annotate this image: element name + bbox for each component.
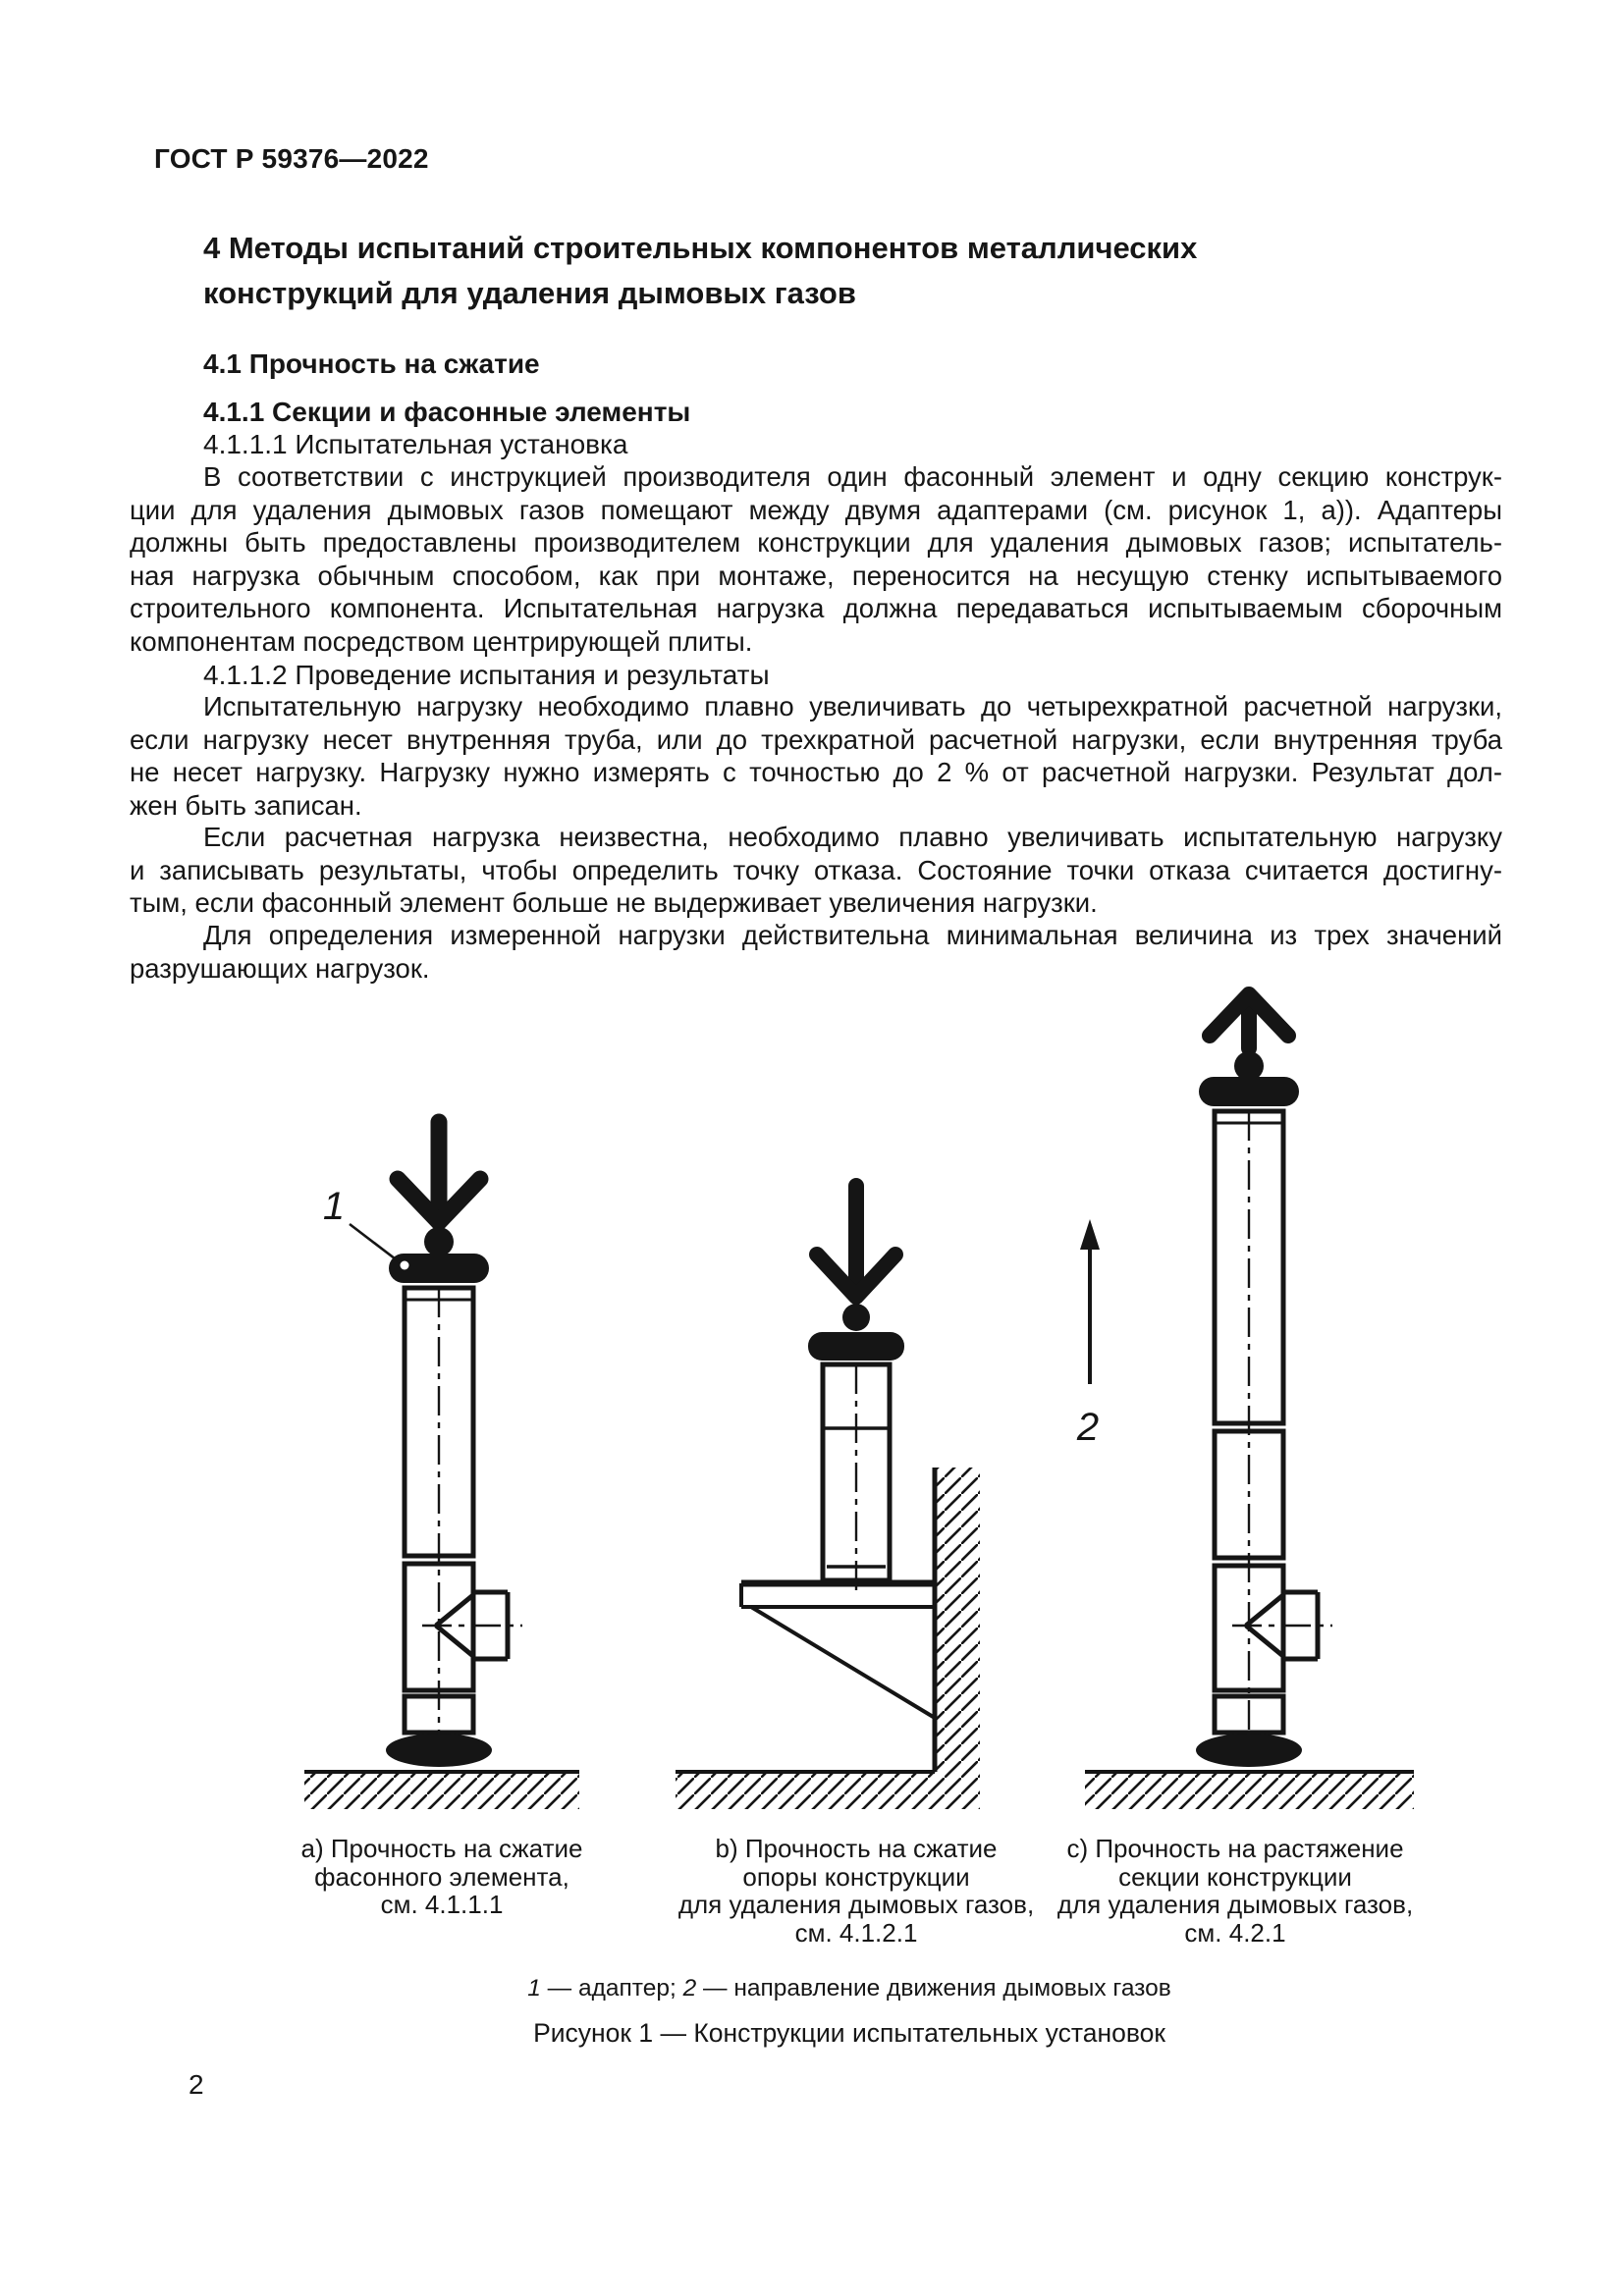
paragraph-test-setup <box>130 460 1502 658</box>
text-line: ции для удаления дымовых газов помещают между двумя адаптерами (см. рисунок 1, а)). Адаптеры <box>130 494 1502 525</box>
load-arrow-up-icon <box>1210 994 1288 1048</box>
paragraph-test-procedure <box>130 690 1502 822</box>
load-ball <box>1234 1051 1264 1081</box>
text-line: строительного компонента. Испытательная нагрузка должна передаваться испытываемым сборочным <box>130 593 1502 623</box>
section-title <box>203 226 1381 316</box>
legend-text-2: — направление движения дымовых газов <box>696 1975 1171 2002</box>
adapter-plate-bottom-c <box>1196 1734 1302 1767</box>
caption-line: для удаления дымовых газов, <box>1056 1890 1414 1919</box>
legend-text-1: — адаптер; <box>540 1975 683 2002</box>
gas-direction-arrow-icon <box>1076 1219 1100 1449</box>
ground-c <box>1085 1772 1414 1809</box>
figure-caption: Рисунок 1 — Конструкции испытательных установок <box>533 2018 1165 2048</box>
legend-num-1: 1 <box>527 1975 541 2002</box>
caption-line: секции конструкции <box>1118 1861 1352 1892</box>
caption-line: см. 4.1.1.1 <box>380 1890 504 1919</box>
heading-4-1-1-1: 4.1.1.1 Испытательная установка <box>203 429 628 459</box>
text-line: тым, если фасонный элемент больше не выдерживает увеличения нагрузки. <box>130 887 1098 918</box>
section-title-line1: 4 Методы испытаний строительных компонентов металлических <box>203 231 1198 265</box>
label-gas-direction: 2 <box>1076 1406 1100 1449</box>
caption-line: для удаления дымовых газов, <box>677 1890 1035 1919</box>
standard-code-header: ГОСТ Р 59376—2022 <box>154 143 429 174</box>
label-adapter: 1 <box>322 1185 346 1228</box>
heading-4-1: 4.1 Прочность на сжатие <box>203 348 540 379</box>
caption-line: см. 4.1.2.1 <box>794 1917 918 1948</box>
text-line: Если расчетная нагрузка неизвестна, необходимо плавно увеличивать испытательную нагрузку <box>203 822 1502 852</box>
adapter-plate-top-c <box>1199 1077 1299 1106</box>
caption-a <box>275 1835 609 1919</box>
adapter-plate-bottom-a <box>386 1734 492 1767</box>
section-title-line2: конструкций для удаления дымовых газов <box>203 276 856 310</box>
text-line: должны быть предоставлены производителем конструкции для удаления дымовых газов; испытатель- <box>130 527 1502 558</box>
text-line: не несет нагрузку. Нагрузку нужно измерять с точностью до 2 % от расчетной нагрузки. Результат дол- <box>130 757 1502 787</box>
text-line: В соответствии с инструкцией производителя один фасонный элемент и одну секцию конструк- <box>203 461 1502 492</box>
test-setup-c <box>1076 994 1414 1809</box>
caption-line: c) Прочность на растяжение <box>1066 1834 1404 1863</box>
load-ball <box>424 1227 454 1256</box>
text-line: Испытательную нагрузку необходимо плавно увеличивать до четырехкратной расчетной нагрузки, <box>203 691 1502 721</box>
text-line: и записывать результаты, чтобы определить точку отказа. Состояние точки отказа считается достигну- <box>130 854 1502 885</box>
load-arrow-down-icon <box>817 1186 895 1297</box>
text-line: Для определения измеренной нагрузки действительна минимальная величина из трех значений <box>203 920 1502 950</box>
page-number: 2 <box>189 2069 204 2100</box>
paragraph-measured-load <box>130 919 1502 985</box>
caption-b <box>650 1835 1062 1947</box>
caption-line: b) Прочность на сжатие <box>715 1834 998 1863</box>
load-arrow-down-icon <box>398 1122 480 1222</box>
caption-line: фасонного элемента, <box>314 1861 569 1892</box>
wall-b <box>935 1468 980 1772</box>
text-line: разрушающих нагрузок. <box>130 952 430 984</box>
heading-4-1-1-2: 4.1.1.2 Проведение испытания и результаты <box>203 660 770 690</box>
caption-c <box>1029 1835 1441 1947</box>
adapter-plate-top-b <box>808 1332 904 1361</box>
text-line: если нагрузку несет внутренняя труба, или до трехкратной расчетной нагрузки, если внутренняя труба <box>130 723 1502 755</box>
caption-line: опоры конструкции <box>742 1861 970 1892</box>
legend-num-2: 2 <box>682 1975 697 2002</box>
caption-line: см. 4.2.1 <box>1184 1917 1286 1948</box>
ground-b <box>676 1772 980 1809</box>
test-setup-b <box>676 1186 980 1809</box>
heading-4-1-1: 4.1.1 Секции и фасонные элементы <box>203 397 691 427</box>
figure-1-drawing <box>177 977 1453 1826</box>
text-line: ная нагрузка обычным способом, как при монтаже, переносится на несущую стенку испытываемого <box>130 560 1502 591</box>
caption-line: a) Прочность на сжатие <box>300 1834 583 1863</box>
text-line: компонентам посредством центрирующей плиты. <box>130 625 753 657</box>
test-setup-a <box>304 1122 579 1809</box>
ground-a <box>304 1772 579 1809</box>
paragraph-unknown-load <box>130 821 1502 920</box>
load-ball <box>842 1304 870 1331</box>
text-line: жен быть записан. <box>130 789 362 821</box>
wall-support-bracket <box>741 1583 935 1718</box>
figure-legend <box>196 1975 1502 2002</box>
